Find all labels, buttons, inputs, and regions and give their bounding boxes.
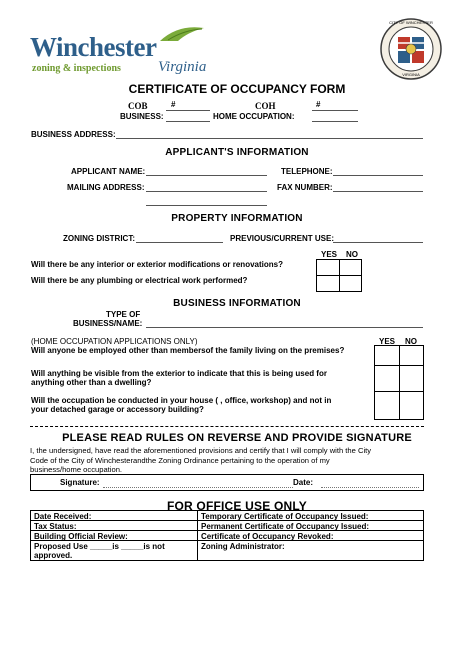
zoning-admin-cell[interactable]: Zoning Administrator: [201,542,285,551]
tax-status-cell[interactable]: Tax Status: [34,522,77,531]
property-checkbox-grid [316,259,362,292]
home-occupation-field[interactable] [312,121,358,122]
cert-paragraph-3: business/home occupation. [30,465,123,474]
business-question-3a: Will the occupation be conducted in your house ( , office, workshop) and not in [31,396,332,405]
telephone-field[interactable] [333,175,423,176]
signature-heading: PLEASE READ RULES ON REVERSE AND PROVIDE SIGNATURE [62,432,412,444]
business-name-field[interactable] [146,327,423,328]
zoning-district-label: ZONING DISTRICT: [63,234,135,243]
home-occupation-label: HOME OCCUPATION: [213,112,295,121]
business-question-1: Will anyone be employed other than membersof the family living on the premises? [31,346,345,355]
cob-number-sign: # [171,100,176,109]
business-checkbox-grid [374,345,424,420]
business-question-3b: your detached garage or accessory building? [31,405,204,414]
applicant-heading: APPLICANT'S INFORMATION [165,147,309,158]
logo-sub-text: zoning & inspections [32,63,121,74]
property-question-1: Will there be any interior or exterior modifications or renovations? [31,260,283,269]
business-q3-yes-box[interactable] [375,392,400,419]
cob-label: COB [128,101,148,111]
seal-top-text: CITY OF WINCHESTER [389,20,433,25]
business-address-label: BUSINESS ADDRESS: [31,130,116,139]
telephone-label: TELEPHONE: [281,167,333,176]
signature-field[interactable] [103,487,293,488]
property-q1-no-box[interactable] [340,260,361,276]
business-address-field[interactable] [116,138,423,139]
logo-script-text: Virginia [158,59,207,75]
business-question-2b: anything other than a dwelling? [31,378,152,387]
property-q1-yes-box[interactable] [317,260,340,276]
business-field[interactable] [166,121,210,122]
business-yes-label: YES [379,337,396,346]
business-heading: BUSINESS INFORMATION [173,298,301,309]
business-q1-yes-box[interactable] [375,346,400,366]
fax-number-field[interactable] [333,191,423,192]
business-q1-no-box[interactable] [400,346,423,366]
property-heading: PROPERTY INFORMATION [171,213,303,224]
property-q2-no-box[interactable] [340,276,361,291]
seal-bottom-text: VIRGINIA [402,72,420,77]
city-seal [380,18,442,80]
business-q2-yes-box[interactable] [375,366,400,392]
signature-label: Signature: [60,478,100,487]
zoning-district-field[interactable] [136,242,223,243]
logo-main-text: Winchester [30,32,157,62]
proposed-use-line-2: approved. [34,551,73,560]
signature-date-label: Date: [293,478,314,487]
applicant-name-field[interactable] [146,175,267,176]
type-of-label: TYPE OF [106,310,141,319]
previous-use-label: PREVIOUS/CURRENT USE: [230,234,335,243]
signature-date-field[interactable] [321,487,419,488]
cert-revoked-cell[interactable]: Certificate of Occupancy Revoked: [201,532,334,541]
property-q2-yes-box[interactable] [317,276,340,291]
building-review-cell[interactable]: Building Official Review: [34,532,128,541]
coh-number-field[interactable] [312,110,358,111]
proposed-use-cell[interactable] [31,541,168,561]
applicant-name-label: APPLICANT NAME: [71,167,146,176]
home-occupation-note: (HOME OCCUPATION APPLICATIONS ONLY) [31,337,198,346]
property-question-2: Will there be any plumbing or electrical work performed? [31,276,248,285]
coh-label: COH [255,101,276,111]
date-received-cell[interactable]: Date Received: [34,512,92,521]
permanent-cert-cell[interactable]: Permanent Certificate of Occupancy Issued: [201,522,370,531]
mailing-address-field[interactable] [146,191,267,192]
office-heading: FOR OFFICE USE ONLY [166,499,308,513]
fax-number-label: FAX NUMBER: [277,183,333,192]
seal-icon [380,18,442,80]
property-no-label: NO [346,250,358,259]
previous-use-field[interactable] [333,242,423,243]
mailing-address-field-2[interactable] [146,205,267,206]
mailing-address-label: MAILING ADDRESS: [67,183,145,192]
property-yes-label: YES [321,250,338,259]
business-no-label: NO [405,337,417,346]
cob-number-field[interactable] [166,110,210,111]
signature-divider [30,426,424,427]
coh-number-sign: # [316,100,321,109]
form-title: CERTIFICATE OF OCCUPANCY FORM [128,82,346,96]
cert-paragraph-2: Code of the City of Winchesterandthe Zoning Ordinance pertaining to the operation of my [30,456,330,465]
business-label: BUSINESS: [120,112,164,121]
cert-paragraph-1: I, the undersigned, have read the aforementioned provisions and certify that I will comply with the City [30,446,372,455]
signature-box [30,474,424,491]
business-q2-no-box[interactable] [400,366,423,392]
business-q3-no-box[interactable] [400,392,423,419]
business-question-2a: Will anything be visible from the exterior to indicate that this is being used for [31,369,327,378]
winchester-logo [30,26,220,86]
leaf-icon [158,24,208,44]
proposed-use-line-1: Proposed Use _____is _____is not [34,542,165,551]
office-use-table [30,510,424,561]
temporary-cert-cell[interactable]: Temporary Certificate of Occupancy Issued: [201,512,369,521]
business-name-label: BUSINESS/NAME: [73,319,143,328]
